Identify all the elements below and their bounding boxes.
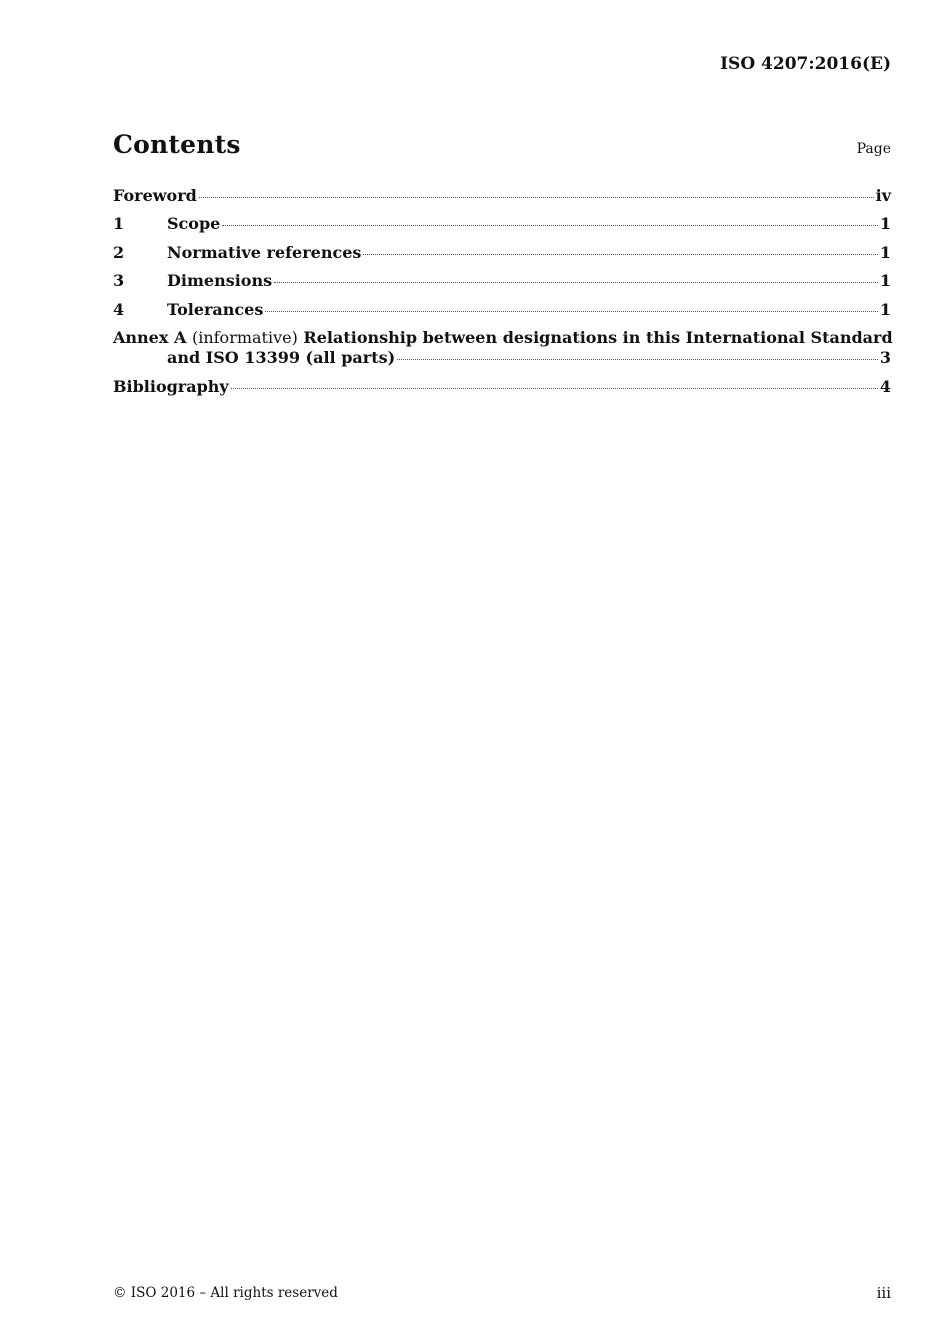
dot-leader: [397, 359, 878, 360]
toc-entry-number: 4: [113, 299, 125, 319]
annex-second-line: [113, 348, 891, 368]
contents-heading: Contents: [113, 130, 241, 159]
annex-label: Annex A: [113, 327, 187, 347]
toc-entry-page: 1: [879, 214, 891, 234]
page-number: iii: [876, 1284, 891, 1302]
toc-entry-title: Bibliography: [113, 376, 229, 396]
toc-entry-tolerances[interactable]: [113, 300, 891, 328]
dot-leader: [363, 254, 877, 255]
toc-entry-bibliography[interactable]: [113, 377, 891, 405]
annex-qualifier: (informative): [191, 327, 298, 347]
toc-header: [113, 130, 891, 164]
toc-entry-page: 4: [879, 376, 891, 396]
annex-title-line2: and ISO 13399 (all parts): [167, 347, 396, 367]
toc-entry-page: 1: [879, 271, 891, 291]
toc-entry-number: 2: [113, 242, 125, 262]
toc-entry-page: 1: [879, 242, 891, 262]
toc-entry-title: Dimensions: [167, 271, 273, 291]
toc-entry-normative-references[interactable]: [113, 243, 891, 271]
toc-entry-title: Foreword: [113, 186, 197, 205]
dot-leader: [274, 282, 878, 283]
toc-entry-number: 3: [113, 271, 125, 291]
dot-leader: [265, 311, 878, 312]
toc-entry-foreword[interactable]: [113, 186, 891, 214]
toc-entry-dimensions[interactable]: [113, 271, 891, 299]
toc-entry-page: 3: [879, 347, 891, 367]
toc-entry-title: Scope: [167, 214, 221, 234]
dot-leader: [222, 225, 878, 226]
toc-entry-number: 1: [113, 214, 125, 234]
dot-leader: [199, 197, 874, 198]
toc-entry-page: iv: [875, 186, 891, 205]
table-of-contents: [113, 186, 891, 405]
annex-title-line1: Relationship between designations in this International Standard: [303, 327, 893, 347]
document-identifier: ISO 4207:2016(E): [720, 54, 891, 74]
dot-leader: [231, 388, 878, 389]
toc-entry-scope[interactable]: [113, 214, 891, 242]
page-column-label: Page: [856, 141, 891, 157]
toc-entry-page: 1: [879, 299, 891, 319]
annex-first-line: [113, 328, 891, 348]
toc-entry-annex-a[interactable]: [113, 328, 891, 368]
copyright-notice: © ISO 2016 – All rights reserved: [113, 1285, 338, 1301]
toc-entry-title: Normative references: [167, 242, 362, 262]
toc-entry-title: Tolerances: [167, 299, 264, 319]
